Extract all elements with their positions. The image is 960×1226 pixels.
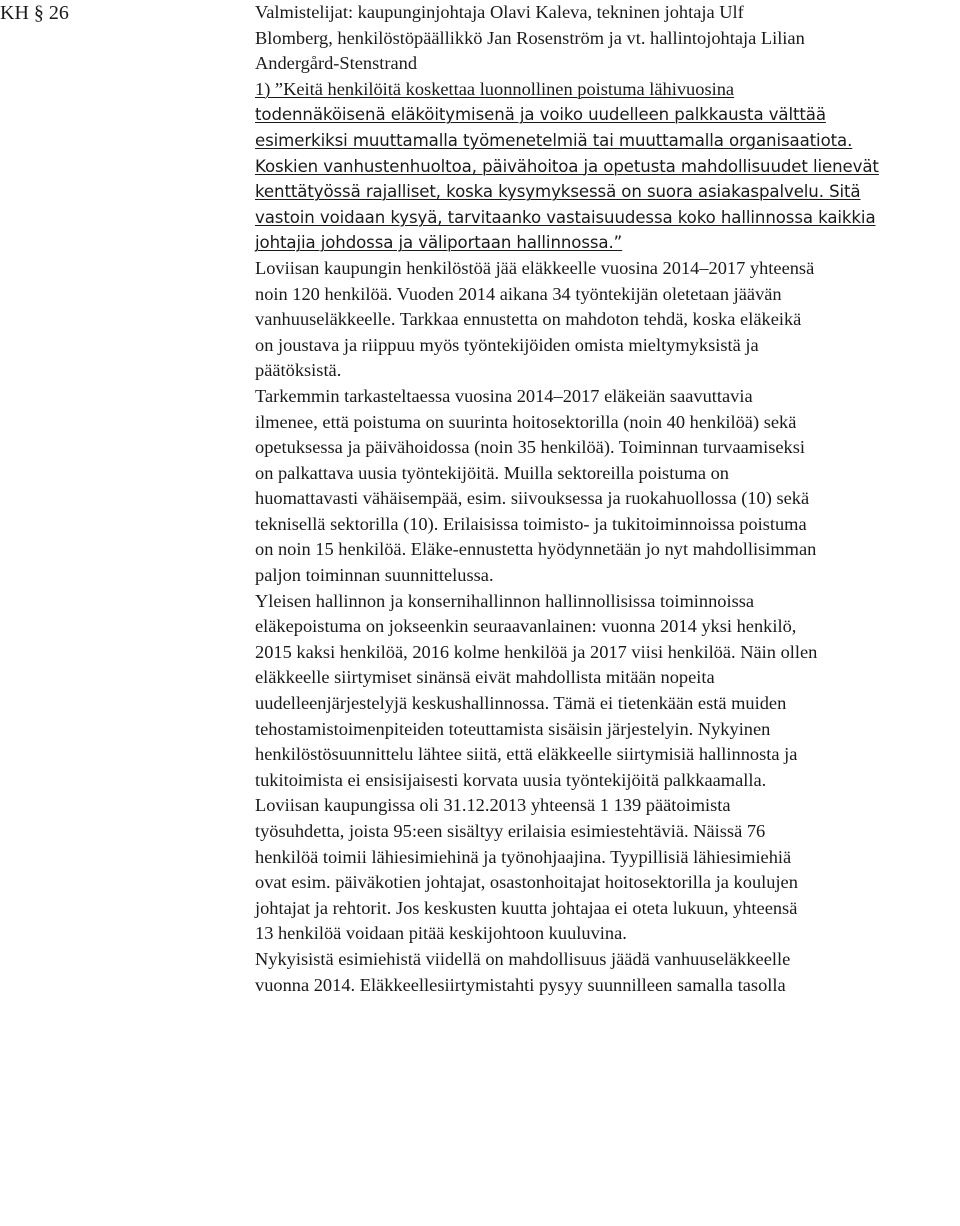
text-line: 13 henkilöä voidaan pitää keskijohtoon kuuluvina. (255, 923, 627, 944)
text-line: työsuhdetta, joista 95:een sisältyy erilaisia esimiestehtäviä. Näissä 76 (255, 821, 766, 841)
text-line: Valmistelijat: kaupunginjohtaja Olavi Kaleva, tekninen johtaja Ulf (255, 2, 744, 22)
text-line: 2015 kaksi henkilöä, 2016 kolme henkilöä ja 2017 viisi henkilöä. Näin ollen (255, 641, 818, 662)
text-line: päätöksistä. (255, 360, 342, 381)
text-line: esimerkiksi muuttamalla työmenetelmiä tai muuttamalla organisaatiota. (255, 130, 853, 150)
text-line: Tarkemmin tarkasteltaessa vuosina 2014–2017 eläkeiän saavuttavia (255, 385, 753, 406)
text-line: todennäköisenä eläköitymisenä ja voiko uudelleen palkkausta välttää (255, 105, 826, 125)
text-line: Loviisan kaupungin henkilöstöä jää eläkkeelle vuosina 2014–2017 yhteensä (255, 257, 815, 278)
text-line: teknisellä sektorilla (10). Erilaisissa toimisto- ja tukitoiminnoissa poistuma (255, 513, 807, 534)
text-line: uudelleenjärjestelyjä keskushallinnossa. Tämä ei tietenkään estä muiden (255, 693, 787, 714)
text-line: eläkepoistuma on jokseenkin seuraavanlainen: vuonna 2014 yksi henkilö, (255, 616, 797, 637)
text-line: huomattavasti vähäisempää, esim. siivouksessa ja ruokahuollossa (10) sekä (255, 488, 810, 509)
paragraph-supervisors (255, 793, 947, 947)
text-line: johtajat ja rehtorit. Jos keskusten kuutta johtajaa ei oteta lukuun, yhteensä (255, 897, 798, 918)
text-line: vanhuuseläkkeelle. Tarkkaa ennustetta on mahdoton tehdä, koska eläkeikä (255, 309, 802, 330)
text-line: vastoin voidaan kysyä, tarvitaanko vastaisuudessa koko hallinnossa kaikkia (255, 207, 876, 227)
paragraph-retirements-2014-2017 (255, 256, 947, 384)
text-line: on joustava ja riippuu myös työntekijöiden omista mieltymyksistä ja (255, 334, 759, 355)
text-line: Koskien vanhustenhuoltoa, päivähoitoa ja opetusta mahdollisuudet lienevät (255, 156, 879, 176)
text-line: 1) ”Keitä henkilöitä koskettaa luonnollinen poistuma lähivuosina (255, 78, 735, 99)
preparers-paragraph (255, 0, 947, 77)
text-line: johtajia johdossa ja väliportaan hallinnossa.” (255, 233, 623, 253)
text-line: vuonna 2014. Eläkkeellesiirtymistahti pysyy suunnilleen samalla tasolla (255, 974, 786, 995)
section-label: KH § 26 (0, 2, 69, 24)
text-line: Yleisen hallinnon ja konsernihallinnon hallinnollisissa toiminnoissa (255, 590, 755, 611)
text-line: henkilöä toimii lähiesimiehinä ja työnohjaajina. Tyypillisiä lähiesimiehiä (255, 846, 792, 867)
text-line: Loviisan kaupungissa oli 31.12.2013 yhteensä 1 139 päätoimista (255, 795, 731, 816)
text-line: ilmenee, että poistuma on suurinta hoitosektorilla (noin 40 henkilöä) sekä (255, 411, 797, 432)
paragraph-administration (255, 589, 947, 794)
text-line: opetuksessa ja päivähoidossa (noin 35 henkilöä). Toiminnan turvaamiseksi (255, 437, 805, 458)
text-line: noin 120 henkilöä. Vuoden 2014 aikana 34 työntekijän oletetaan jäävän (255, 283, 782, 304)
text-line: on noin 15 henkilöä. Eläke-ennustetta hyödynnetään jo nyt mahdollisimman (255, 539, 817, 560)
quoted-question (255, 77, 947, 256)
paragraph-supervisor-retirements (255, 947, 947, 998)
paragraph-sector-breakdown (255, 384, 947, 589)
document-body (255, 0, 947, 998)
text-line: eläkkeelle siirtymiset sinänsä eivät mahdollista mitään nopeita (255, 667, 715, 688)
text-line: tukitoimista ei ensisijaisesti korvata uusia työntekijöitä palkkaamalla. (255, 769, 767, 790)
text-line: on palkattava uusia työntekijöitä. Muilla sektoreilla poistuma on (255, 462, 729, 483)
text-line: paljon toiminnan suunnittelussa. (255, 565, 494, 586)
text-line: kenttätyössä rajalliset, koska kysymyksessä on suora asiakaspalvelu. Sitä (255, 182, 861, 202)
text-line: tehostamistoimenpiteiden toteuttamista sisäisin järjestelyin. Nykyinen (255, 718, 771, 739)
text-line: Andergård-Stenstrand (255, 53, 418, 74)
text-line: henkilöstösuunnittelu lähtee siitä, että eläkkeelle siirtymisiä hallinnosta ja (255, 744, 798, 765)
text-line: Blomberg, henkilöstöpäällikkö Jan Rosenström ja vt. hallintojohtaja Lilian (255, 27, 805, 48)
text-line: ovat esim. päiväkotien johtajat, osastonhoitajat hoitosektorilla ja koulujen (255, 872, 798, 893)
text-line: Nykyisistä esimiehistä viidellä on mahdollisuus jäädä vanhuuseläkkeelle (255, 948, 791, 969)
